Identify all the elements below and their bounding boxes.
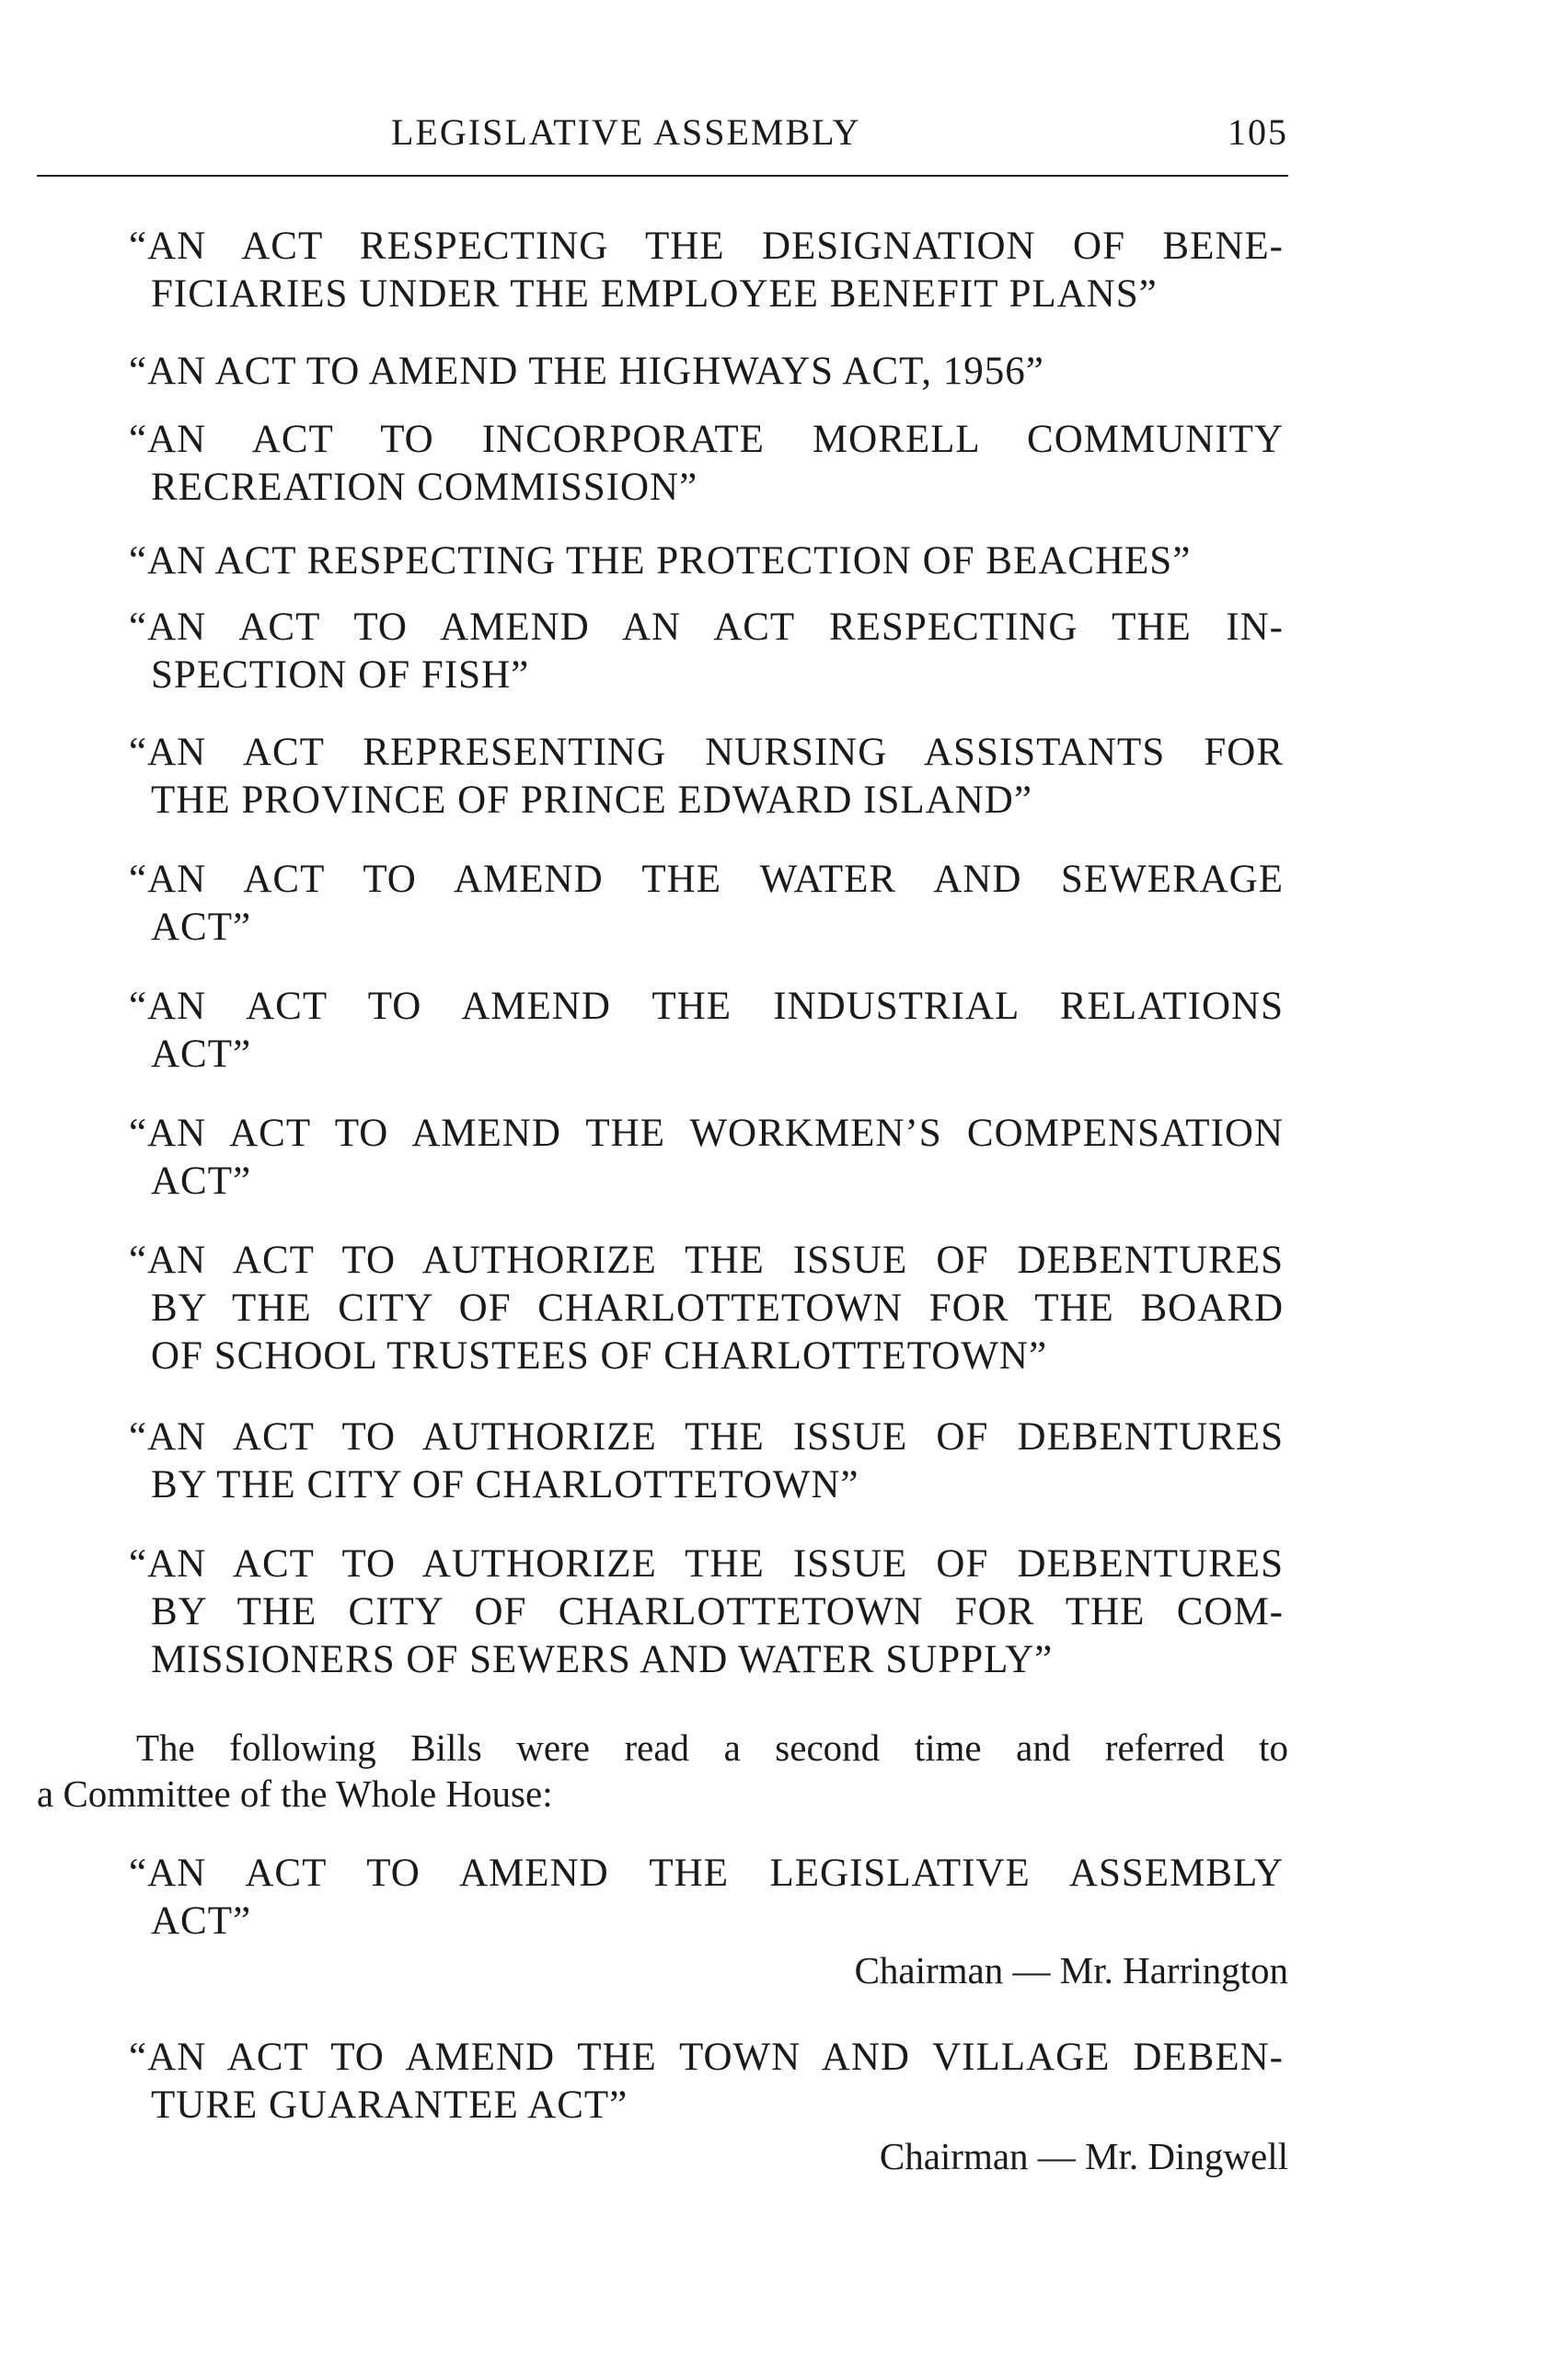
paragraph-line: a Committee of the Whole House: [37, 1772, 553, 1815]
running-title: LEGISLATIVE ASSEMBLY [391, 111, 861, 153]
header-rule [37, 175, 1288, 177]
act-line: TURE GUARANTEE ACT” [151, 2083, 628, 2127]
body-paragraph [37, 1725, 1288, 1817]
act-entry [129, 223, 1284, 318]
act-line: “AN ACT TO AMEND THE TOWN AND VILLAGE DEBEN- [129, 2036, 1284, 2079]
act-line: ACT” [151, 1899, 252, 1943]
act-line: “AN ACT RESPECTING THE PROTECTION OF BEACHES” [129, 539, 1192, 583]
act-line: BY THE CITY OF CHARLOTTETOWN FOR THE BOARD [151, 1287, 1284, 1330]
committee-bill-entry [129, 2034, 1284, 2129]
act-entry [129, 729, 1284, 825]
act-line: MISSIONERS OF SEWERS AND WATER SUPPLY” [151, 1638, 1054, 1681]
paragraph-line: The following Bills were read a second time and referred to [136, 1726, 1288, 1769]
act-line: BY THE CITY OF CHARLOTTETOWN FOR THE COM- [151, 1590, 1284, 1633]
act-line: “AN ACT TO AMEND THE WATER AND SEWERAGE [129, 858, 1284, 901]
committee-bill-entry [129, 1850, 1284, 1945]
chairman-line: Chairman — Mr. Dingwell [879, 2135, 1288, 2177]
act-line: “AN ACT TO AMEND THE HIGHWAYS ACT, 1956” [129, 350, 1044, 393]
act-line: “AN ACT REPRESENTING NURSING ASSISTANTS FOR [129, 731, 1284, 774]
act-line: SPECTION OF FISH” [151, 653, 530, 697]
act-line: ACT” [151, 906, 252, 949]
act-line: “AN ACT TO AMEND AN ACT RESPECTING THE IN- [129, 606, 1284, 649]
page-number: 105 [1228, 111, 1288, 153]
act-line: “AN ACT TO AUTHORIZE THE ISSUE OF DEBENTURES [129, 1415, 1284, 1459]
act-entry [129, 604, 1284, 699]
act-line: “AN ACT TO AMEND THE LEGISLATIVE ASSEMBLY [129, 1852, 1284, 1895]
chairman-line: Chairman — Mr. Harrington [854, 1949, 1288, 1991]
act-entry [129, 1110, 1284, 1206]
act-line: BY THE CITY OF CHARLOTTETOWN” [151, 1463, 859, 1506]
act-entry [129, 1237, 1284, 1380]
act-entry [129, 1541, 1284, 1684]
act-entry [129, 983, 1284, 1079]
act-line: ACT” [151, 1160, 252, 1203]
act-line: “AN ACT TO AMEND THE INDUSTRIAL RELATIONS [129, 985, 1284, 1028]
act-line: FICIARIES UNDER THE EMPLOYEE BENEFIT PLANS” [151, 272, 1158, 316]
act-line: “AN ACT TO AMEND THE WORKMEN’S COMPENSATION [129, 1112, 1284, 1155]
act-line: ACT” [151, 1033, 252, 1076]
act-line: THE PROVINCE OF PRINCE EDWARD ISLAND” [151, 779, 1032, 822]
act-entry [129, 416, 1284, 512]
act-entry [129, 1414, 1284, 1509]
act-entry [129, 348, 1284, 396]
act-line: “AN ACT TO AUTHORIZE THE ISSUE OF DEBENTURES [129, 1239, 1284, 1282]
act-line: RECREATION COMMISSION” [151, 466, 698, 509]
running-header [37, 110, 1288, 162]
act-entry [129, 537, 1284, 585]
act-entry [129, 856, 1284, 952]
act-line: “AN ACT TO AUTHORIZE THE ISSUE OF DEBENTURES [129, 1542, 1284, 1586]
act-line: OF SCHOOL TRUSTEES OF CHARLOTTETOWN” [151, 1334, 1048, 1378]
act-line: “AN ACT RESPECTING THE DESIGNATION OF BENE- [129, 225, 1284, 268]
act-line: “AN ACT TO INCORPORATE MORELL COMMUNITY [129, 418, 1284, 461]
